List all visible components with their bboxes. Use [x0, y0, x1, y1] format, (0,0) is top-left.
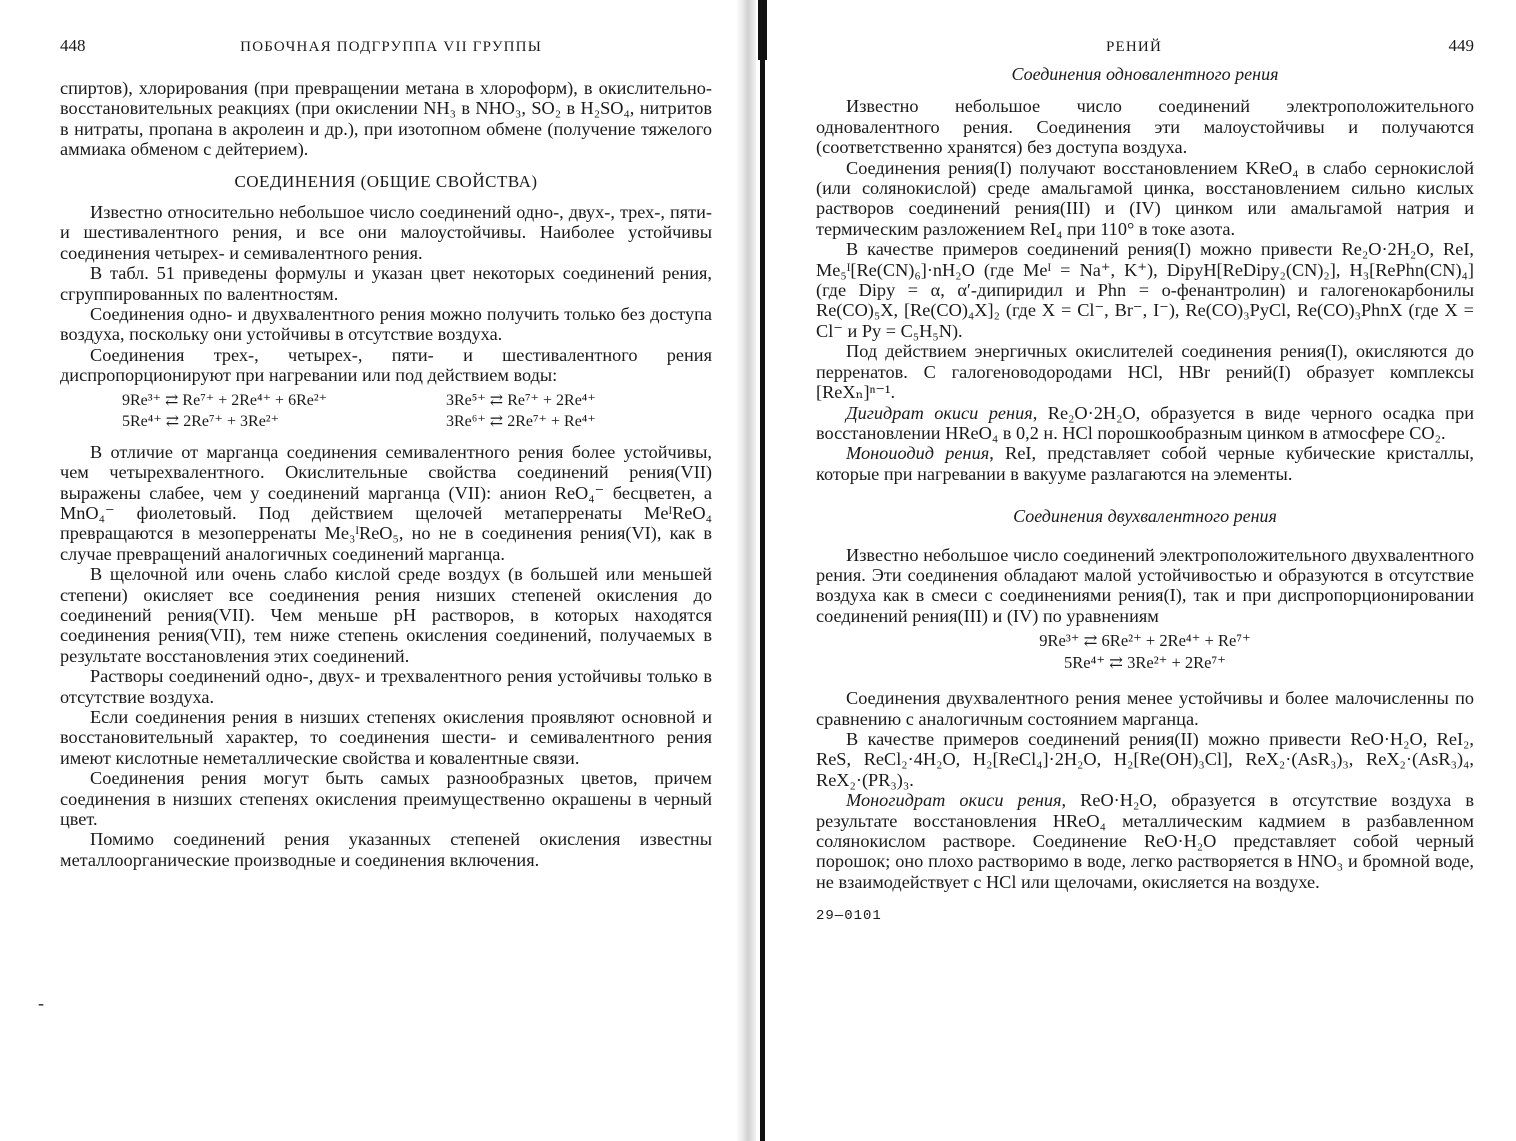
equation: 3Re⁶⁺ ⇄ 2Re⁷⁺ + Re⁴⁺ [446, 412, 596, 430]
equation: 5Re⁴⁺ ⇄ 2Re⁷⁺ + 3Re²⁺ [122, 412, 280, 430]
equation: 3Re⁵⁺ ⇄ Re⁷⁺ + 2Re⁴⁺ [446, 391, 596, 409]
right-running-head [816, 36, 1474, 56]
paragraph: Известно относительно небольшое число соединений одно-, двух-, трех-, пяти- и шестивалентного рения, и все они малоустойчивы. Наиболее устойчивы соединения четырех- и семивалентного рения. [60, 202, 712, 263]
book-gutter [732, 0, 766, 1141]
equation-block [122, 390, 662, 432]
paragraph: Помимо соединений рения указанных степеней окисления известны металлоорганические производные и соединения включения. [60, 829, 712, 870]
paragraph: Известно небольшое число соединений электроположительного двухвалентного рения. Эти соединения обладают малой устойчивостью и образуются в отсутствие воздуха как в смеси с соединениями рения(I), так и при диспропорционировании соединений рения(III) и (IV) по уравнениям [816, 544, 1474, 626]
paragraph: В щелочной или очень слабо кислой среде воздух (в большей или меньшей степени) окисляет все соединения рения низших степеней окисления до соединений рения(VII). Чем меньше pH растворов, в которых находятся соединения рения(VII), тем ниже степень окисления соединений, получаемых в результате восстановления этих соединений. [60, 564, 712, 666]
subsection-title: Соединения двухвалентного рения [1013, 506, 1277, 527]
paragraph-monohydrate [816, 790, 1474, 892]
left-page [0, 0, 740, 1141]
gutter-binding-line [760, 0, 765, 1141]
paragraph: В отличие от марганца соединения семивалентного рения более устойчивы, чем четырехвалентного. Окислительные свойства соединений рения(VII) выражены слабее, чем у соединений марганца (VII): анион ReO₄⁻ бесцветен, а MnO₄⁻ фиолетовый. Под действием щелочей метаперренаты MeᴵReO₄ превращаются в мезоперренаты Me₃ᴵReO₅, но не в соединения рения(VI), как в случае превращений аналогичных соединений марганца. [60, 441, 712, 564]
paragraph: В табл. 51 приведены формулы и указан цвет некоторых соединений рения, сгруппированных по валентностям. [60, 263, 712, 304]
term-description: , ReO·H₂O, образуется в отсутствие воздуха в результате восстановления HReO₄ металлическим кадмием в разбавленном солянокислом растворе. Соединение ReO·H₂O представляет собой черный порошок; оно плохо растворимо в воде, легко растворяется в HNO₃ и бромной воде, не взаимодействует с HCl или щелочами, окисляется на воздухе. [816, 790, 1475, 892]
left-running-head-title: ПОБОЧНАЯ ПОДГРУППА VII ГРУППЫ [240, 39, 542, 55]
left-page-body [60, 78, 712, 870]
paragraph: спиртов), хлорирования (при превращении метана в хлороформ), в окислительно-восстановительных реакциях (при окислении NH₃ в NHO₃, SO₂ в H₂SO₄, нитритов в нитраты, пропана в акролеин и др.), при изотопном обмене (получение тяжелого аммиака обменом с дейтерием). [60, 78, 712, 160]
right-page-number: 449 [1448, 36, 1474, 55]
gutter-shadow [736, 0, 756, 1141]
paragraph: Соединения одно- и двухвалентного рения можно получить только без доступа воздуха, поскольку они устойчивы в отсутствие воздуха. [60, 304, 712, 345]
left-running-head [60, 36, 712, 56]
right-page-body [816, 64, 1474, 927]
left-page-number: 448 [60, 36, 86, 55]
paragraph: Соединения рения могут быть самых разнообразных цветов, причем соединения в низших степенях окисления преимущественно окрашены в черный цвет. [60, 768, 712, 829]
right-running-head-title: РЕНИЙ [1106, 39, 1163, 55]
paragraph: Если соединения рения в низших степенях окисления проявляют основной и восстановительный характер, то соединения шести- и семивалентного рения имеют кислотные неметаллические свойства и ковалентные связи. [60, 706, 712, 768]
paragraph: Соединения двухвалентного рения менее устойчивы и более малочисленны по сравнению с аналогичным состоянием марганца. [816, 688, 1474, 729]
right-page [770, 0, 1516, 1141]
equation-block [816, 630, 1474, 674]
subsection-title: Соединения одновалентного рения [1011, 64, 1279, 84]
paragraph: В качестве примеров соединений рения(I) можно привести Re₂O·2H₂O, ReI, Me₅ᴵ[Re(CN)₆]·nH₂O (где Meᴵ = Na⁺, K⁺), DipyH[ReDipy₂(CN)₂], H₃[RePhn(CN)₄] (где Dipy = α, α′-дипиридил и Phn = о-фенантролин) и галогенокарбонилы Re(CO)₅X, [Re(CO)₄X]₂ (где X = Cl⁻, Br⁻, I⁻), Re(CO)₃PyCl, Re(CO)₃PhnX (где X = Cl⁻ и Py = C₅H₅N). [816, 239, 1474, 341]
paragraph: Известно небольшое число соединений электроположительного одновалентного рения. Соединения эти малоустойчивы и получаются (соответственно хранятся) без доступа воздуха. [816, 96, 1474, 158]
section-title: СОЕДИНЕНИЯ (ОБЩИЕ СВОЙСТВА) [234, 171, 538, 191]
term-italic: Моноиодид рения [846, 443, 990, 464]
equation: 5Re⁴⁺ ⇄ 3Re²⁺ + 2Re⁷⁺ [1064, 653, 1226, 673]
paragraph: Соединения рения(I) получают восстановлением KReO₄ в слабо сернокислой (или солянокислой) среде амальгамой цинка, восстановлением сильно кислых растворов соединений рения(III) и (IV) цинком или амальгамой натрия и термическим разложением ReI₄ при 110° в токе азота. [816, 157, 1474, 239]
paragraph: В качестве примеров соединений рения(II) можно привести ReO·H₂O, ReI₂, ReS, ReCl₂·4H₂O, H₂[ReCl₄]·2H₂O, H₂[Re(OH)₃Cl], ReX₂·(AsR₃)₃, ReX₂·(AsR₃)₄, ReX₂·(PR₃)₃. [816, 728, 1474, 790]
term-description: , ReI, представляет собой черные кубические кристаллы, которые при нагревании в вакууме разлагаются на элементы. [816, 443, 1475, 484]
margin-mark: - [38, 993, 44, 1013]
equation: 9Re³⁺ ⇄ Re⁷⁺ + 2Re⁴⁺ + 6Re²⁺ [122, 391, 328, 409]
paragraph: Под действием энергичных окислителей соединения рения(I), окисляются до перренатов. С галогеноводородами HCl, HBr рений(I) образует комплексы [ReXₙ]ⁿ⁻¹. [816, 341, 1474, 403]
paragraph-iodide [816, 443, 1474, 484]
term-italic: Дигидрат окиси рения [846, 402, 1033, 423]
term-description: , Re₂O·2H₂O, образуется в виде черного осадка при восстановлении HReO₄ в 0,2 н. HCl порошкообразным цинком в атмосфере CO₂. [816, 402, 1474, 443]
paragraph: Растворы соединений одно-, двух- и трехвалентного рения устойчивы только в отсутствие воздуха. [60, 666, 712, 707]
printer-signature: 29—0101 [816, 908, 882, 925]
gutter-binding-top [758, 0, 767, 60]
paragraph-hydrate [816, 403, 1474, 444]
equation: 9Re³⁺ ⇄ 6Re²⁺ + 2Re⁴⁺ + Re⁷⁺ [1039, 631, 1251, 651]
term-italic: Моногидрат окиси рения [846, 790, 1062, 811]
paragraph: Соединения трех-, четырех-, пяти- и шестивалентного рения диспропорционируют при нагревании или под действием воды: [60, 344, 712, 386]
